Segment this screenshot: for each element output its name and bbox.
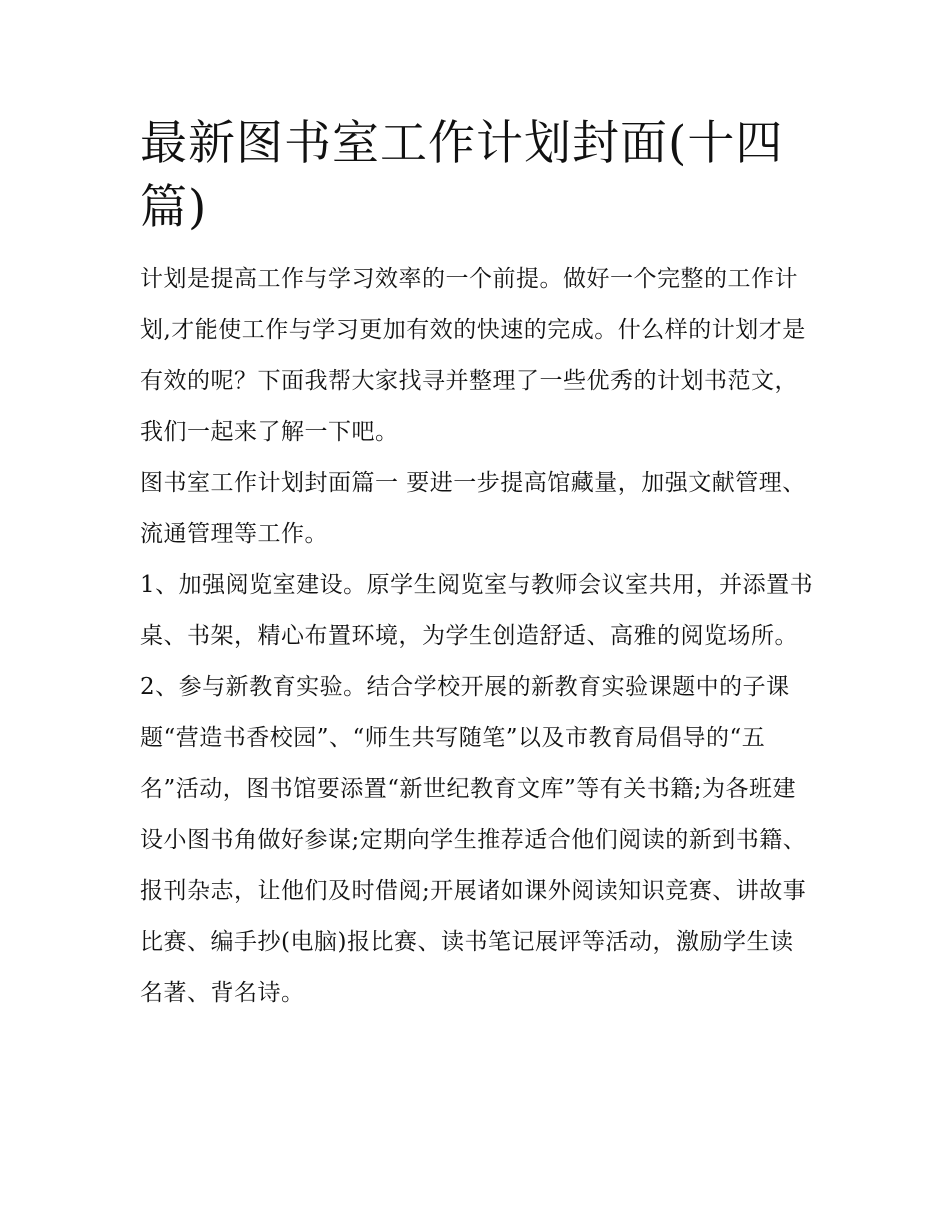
item-1-paragraph: 1、加强阅览室建设。原学生阅览室与教师会议室共用，并添置书桌、书架，精心布置环境，为学生创造舒适、高雅的阅览场所。 [140, 572, 814, 649]
document-page [140, 112, 815, 1019]
section-heading-paragraph: 图书室工作计划封面篇一 要进一步提高馆藏量，加强文献管理、流通管理等工作。 [140, 470, 806, 547]
document-title: 最新图书室工作计划封面(十四篇) [140, 116, 784, 235]
intro-paragraph: 计划是提高工作与学习效率的一个前提。做好一个完整的工作计划,才能使工作与学习更加有效的快速的完成。什么样的计划才是有效的呢？下面我帮大家找寻并整理了一些优秀的计划书范文，我们一起来了解一下吧。 [140, 266, 806, 445]
item-2-paragraph: 2、参与新教育实验。结合学校开展的新教育实验课题中的子课题“营造书香校园”、“师生共写随笔”以及市教育局倡导的“五名”活动，图书馆要添置“新世纪教育文库”等有关书籍;为各班建设小图书角做好参谋;定期向学生推荐适合他们阅读的新到书籍、报刊杂志，让他们及时借阅;开展诸如课外阅读知识竞赛、讲故事比赛、编手抄(电脑)报比赛、读书笔记展评等活动，激励学生读名著、背名诗。 [140, 674, 807, 1006]
